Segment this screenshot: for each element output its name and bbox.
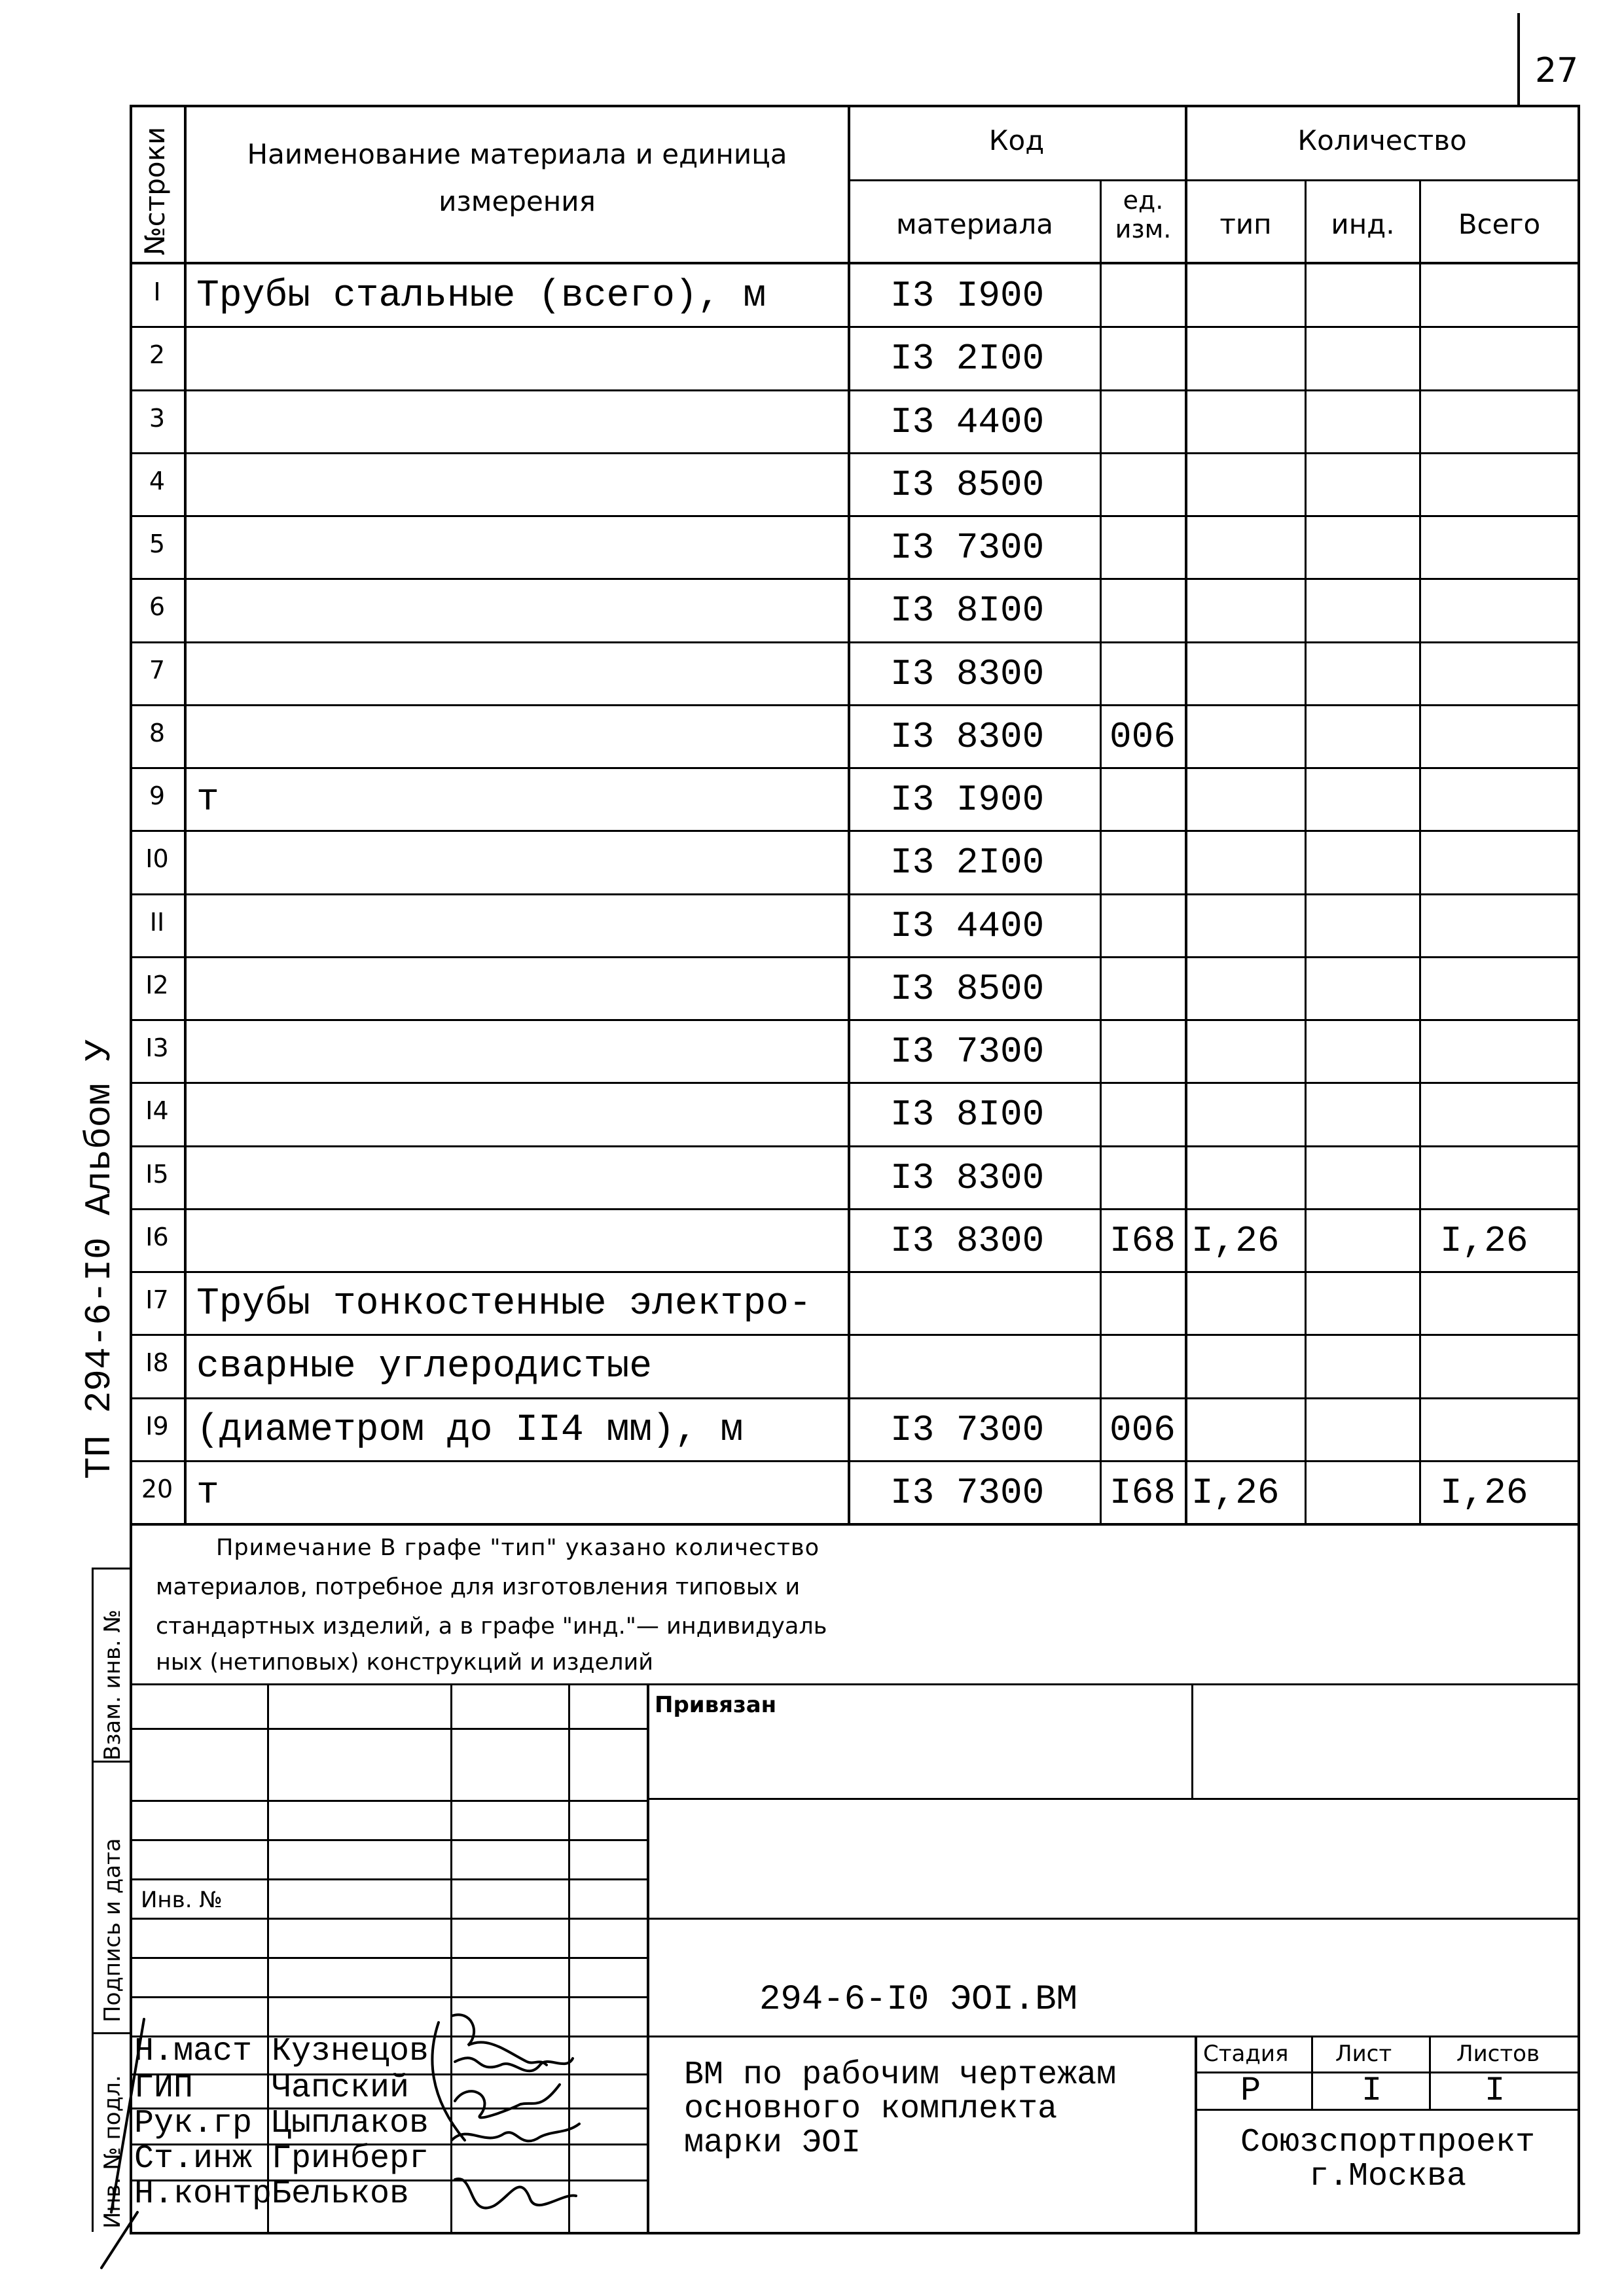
material-code: I3 7300 [890,1409,1045,1451]
material-code: I3 8500 [890,968,1045,1010]
signature-date-label: Подпись и дата [99,1838,126,2022]
row-divider [130,1397,1579,1399]
name-header: Наименование материала и единица измерения [247,138,787,217]
row-number: I6 [145,1223,169,1251]
staff-name: Гринберг [272,2140,429,2178]
signature-stroke [455,2179,576,2208]
row-number: I8 [145,1348,169,1377]
document-title-line: основного комплекта [684,2090,1058,2128]
staff-name: Цыплаков [272,2105,429,2142]
table-top-border [130,105,1579,107]
stage-header: Стадия [1203,2041,1289,2067]
row-divider [130,956,1579,958]
row-number: I2 [145,971,169,999]
material-code: I3 7300 [890,527,1045,569]
title-col-line [1429,2036,1431,2109]
header-bottom-border [130,262,1579,264]
row-divider [130,1334,1579,1336]
unit-header: ед. изм. [1115,186,1172,243]
material-code: I3 8300 [890,1157,1045,1199]
row-divider [130,578,1579,580]
signature-stroke [432,2022,465,2140]
unit-code: I68 [1110,1220,1176,1262]
code-header: Код [988,124,1045,156]
row-divider [130,830,1579,832]
organization-city: г.Москва [1308,2158,1467,2195]
unit-code: I68 [1110,1472,1176,1514]
row-number: I5 [145,1160,169,1189]
row-divider [130,389,1579,391]
staff-role: Н.маст [134,2033,253,2070]
staff-role: ГИП [134,2070,194,2107]
document-code: 294-6-I0 ЭОI.ВМ [759,1980,1078,2020]
margin-border [92,1568,94,2232]
material-code: I3 8500 [890,464,1045,506]
title-col-line [1191,1683,1193,1798]
row-divider [130,1271,1579,1273]
unit-code: 006 [1110,716,1176,758]
staff-role: Рук.гр [134,2105,253,2142]
margin-line [92,1761,131,1763]
row-number: 7 [149,656,166,685]
subheader-line [848,179,1579,181]
row-divider [130,641,1579,643]
signature-stroke [455,2058,573,2071]
material-name: т [196,1472,219,1515]
typ-quantity: I,26 [1191,1220,1280,1262]
total-header: Всего [1458,208,1541,240]
unit-code: 006 [1110,1409,1176,1451]
row-divider [130,1145,1579,1147]
row-number: I3 [145,1033,169,1062]
row-number: I [153,278,161,306]
row-number: 5 [149,529,166,558]
material-code: I3 8I00 [890,1094,1045,1136]
row-number: I7 [145,1285,169,1314]
title-line [647,1918,1579,1920]
material-name: (диаметром до II4 мм), м [196,1409,744,1452]
row-divider [130,1460,1579,1462]
signature-stroke [452,2124,579,2141]
signature-stroke [101,2212,137,2268]
material-code: I3 8300 [890,653,1045,695]
document-title-line: марки ЭОI [684,2125,861,2162]
col-line-typ [1305,179,1307,1523]
album-label: ТП 294-6-I0 Альбом У [79,1039,120,1479]
col-line-code [1100,179,1102,1523]
page-number-divider [1517,13,1520,105]
row-number: 3 [149,404,166,433]
sheets-header: Листов [1456,2041,1540,2067]
row-number: I4 [145,1096,169,1125]
material-code: I3 2I00 [890,842,1045,884]
material-code: I3 7300 [890,1031,1045,1073]
signature-stroke [111,2019,144,2212]
title-col-line [1311,2036,1313,2109]
staff-name: Чапский [272,2070,410,2107]
row-divider [130,452,1579,454]
table-bottom-border [130,1523,1579,1526]
material-code: I3 I900 [890,779,1045,821]
row-number-header: №строки [139,126,171,255]
row-divider [130,767,1579,769]
document-title-line: ВМ по рабочим чертежам [684,2056,1117,2094]
sheet-header: Лист [1335,2041,1392,2067]
row-divider [130,326,1579,328]
row-number: 6 [149,592,166,621]
inv-podl-label: Инв. № подл. [99,2075,126,2229]
note-line-1: Примечание В графе "тип" указано количество [216,1535,820,1561]
material-code: I3 8I00 [890,590,1045,632]
sheet-value: I [1362,2072,1382,2110]
title-line [647,1798,1579,1800]
material-code: I3 8300 [890,716,1045,758]
material-name: сварные углеродистые [196,1346,653,1388]
row-divider [130,1208,1579,1210]
row-number: 20 [141,1475,173,1503]
staff-role: Н.контр [134,2176,272,2213]
organization-name: Союзспортпроект [1240,2124,1536,2161]
quantity-header: Количество [1297,124,1467,156]
row-number: I9 [145,1412,169,1441]
inv-no-label: Инв. № [141,1887,223,1913]
material-code: I3 2I00 [890,338,1045,380]
material-header: материала [895,208,1053,240]
row-number: 8 [149,719,166,747]
note-line-3: стандартных изделий, а в графе "инд."— индивидуаль [156,1613,827,1640]
row-number: II [149,908,165,937]
typ-quantity: I,26 [1191,1472,1280,1514]
ind-header: инд. [1331,208,1395,240]
material-name: Трубы тонкостенные электро- [196,1283,812,1325]
row-divider [130,515,1579,517]
row-divider [130,1019,1579,1021]
row-divider [130,704,1579,706]
material-name: Трубы стальные (всего), м [196,275,767,317]
material-name: т [196,779,219,821]
material-code: I3 4400 [890,905,1045,947]
privyazan-label: Привязан [655,1692,777,1718]
title-col-line [1195,2036,1197,2232]
margin-line [92,1568,131,1570]
staff-name: Кузнецов [272,2033,429,2070]
sheets-value: I [1485,2072,1506,2110]
signatures [98,1996,661,2278]
total-quantity: I,26 [1440,1220,1528,1262]
row-number: 2 [149,340,166,369]
title-line [647,2036,1579,2037]
row-number: I0 [145,844,169,873]
material-code: I3 7300 [890,1472,1045,1514]
staff-role: Ст.инж [134,2140,253,2178]
note-line-4: ных (нетиповых) конструкций и изделий [156,1649,654,1676]
frame-right-border [1578,105,1580,2234]
material-code: I3 4400 [890,401,1045,443]
material-code: I3 8300 [890,1220,1045,1262]
row-divider [130,893,1579,895]
note-line-2: материалов, потребное для изготовления типовых и [156,1574,801,1600]
title-line [130,1683,1579,1685]
stage-value: Р [1240,2072,1261,2110]
organization [1234,2126,1542,2194]
col-line-rowno [184,105,187,1523]
total-quantity: I,26 [1440,1472,1528,1514]
vzam-label: Взам. инв. № [99,1609,126,1761]
row-number: 9 [149,781,166,810]
document-title [684,2058,1116,2161]
row-divider [130,1082,1579,1084]
page-number: 27 [1535,51,1579,90]
col-line-ind [1419,179,1421,1523]
staff-name: Бельков [272,2176,410,2213]
frame-left-border [130,105,132,2234]
typ-header: тип [1219,208,1272,240]
col-line-name [848,105,850,1523]
col-line-unit [1185,105,1187,1523]
material-code: I3 I900 [890,275,1045,317]
signature-stroke [455,2085,560,2117]
row-number: 4 [149,467,166,495]
